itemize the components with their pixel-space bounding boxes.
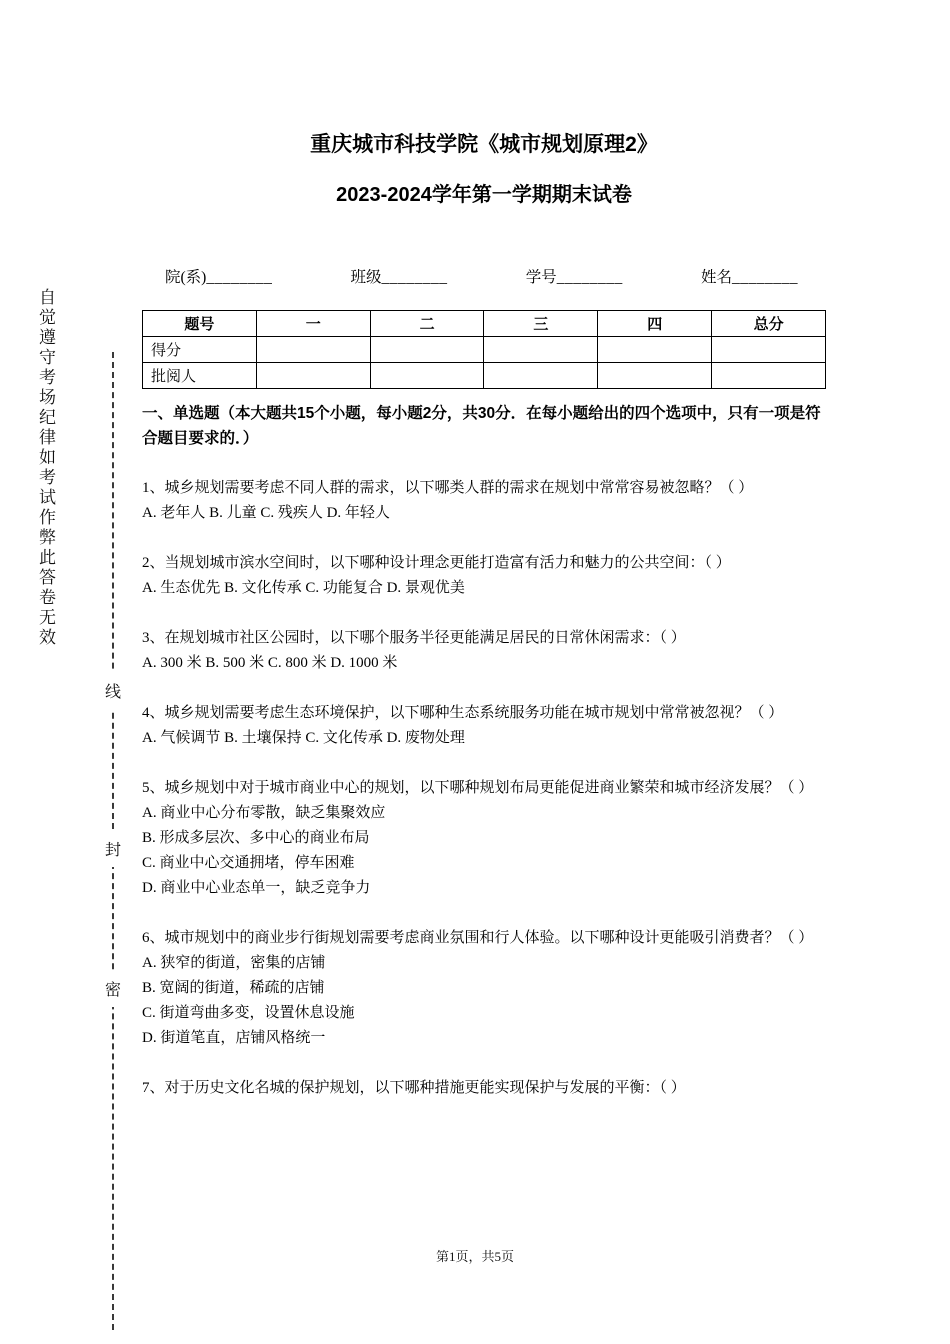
score-table	[142, 310, 826, 389]
question-option: B. 宽阔的街道，稀疏的店铺	[142, 980, 325, 996]
score-table-cell	[370, 337, 484, 363]
info-field-blank: ________	[731, 269, 798, 286]
question-stem: 6、城市规划中的商业步行街规划需要考虑商业氛围和行人体验。以下哪种设计更能吸引消费者？（ ）	[142, 930, 814, 946]
score-table-cell	[712, 337, 826, 363]
score-table-cell	[598, 337, 712, 363]
question-7	[142, 1076, 826, 1101]
question-6	[142, 926, 826, 1051]
seal-char-mi: 密	[105, 970, 121, 1007]
question-stem: 3、在规划城市社区公园时，以下哪个服务半径更能满足居民的日常休闲需求：（ ）	[142, 630, 686, 646]
info-field-blank: ________	[556, 269, 623, 286]
section-heading: 一、单选题（本大题共15个小题，每小题2分，共30分．在每小题给出的四个选项中，只有一项是符合题目要求的．）	[142, 405, 821, 447]
score-table-cell	[370, 363, 484, 389]
student-info-row	[142, 266, 826, 290]
question-2	[142, 551, 826, 601]
score-table-row	[143, 363, 826, 389]
info-field-label: 院(系)	[165, 269, 207, 286]
score-table-cell	[712, 363, 826, 389]
question-option: A. 商业中心分布零散，缺乏集聚效应	[142, 805, 386, 821]
question-3	[142, 626, 826, 676]
question-option: C. 商业中心交通拥堵，停车困难	[142, 855, 355, 871]
score-table-header-cell: 二	[370, 311, 484, 337]
question-option: A. 气候调节 B. 土壤保持 C. 文化传承 D. 废物处理	[142, 730, 465, 746]
score-table-cell	[598, 363, 712, 389]
question-option: C. 街道弯曲多变，设置休息设施	[142, 1005, 355, 1021]
score-table-header-cell: 总分	[712, 311, 826, 337]
info-field-class	[351, 266, 448, 290]
seal-char-feng: 封	[105, 830, 121, 867]
score-table-header-row	[143, 311, 826, 337]
info-field-student-id	[526, 266, 623, 290]
question-option: A. 老年人 B. 儿童 C. 残疾人 D. 年轻人	[142, 505, 390, 521]
score-table-row-label: 得分	[143, 337, 257, 363]
exam-title-line1: 重庆城市科技学院《城市规划原理2》	[310, 133, 658, 156]
info-field-label: 班级	[350, 269, 382, 286]
score-table-cell	[484, 363, 598, 389]
question-stem: 5、城乡规划中对于城市商业中心的规划，以下哪种规划布局更能促进商业繁荣和城市经济发展？（ ）	[142, 780, 814, 796]
info-field-department	[165, 266, 272, 290]
seal-char-xian: 线	[105, 672, 121, 709]
question-stem: 4、城乡规划需要考虑生态环境保护，以下哪种生态系统服务功能在城市规划中常常被忽视？（ ）	[142, 705, 784, 721]
question-1	[142, 476, 826, 526]
questions-list	[142, 476, 826, 1101]
question-stem: 1、城乡规划需要考虑不同人群的需求，以下哪类人群的需求在规划中常常容易被忽略？（ ）	[142, 480, 754, 496]
exam-discipline-notice: 自觉遵守考场纪律如考试作弊此答卷无效	[36, 288, 55, 648]
seal-line	[105, 352, 122, 1330]
question-4	[142, 701, 826, 751]
question-5	[142, 776, 826, 901]
info-field-label: 学号	[525, 269, 557, 286]
score-table-header-cell: 题号	[143, 311, 257, 337]
question-option: B. 形成多层次、多中心的商业布局	[142, 830, 370, 846]
question-option: A. 狭窄的街道，密集的店铺	[142, 955, 326, 971]
question-option: D. 商业中心业态单一，缺乏竞争力	[142, 880, 371, 896]
question-stem: 2、当规划城市滨水空间时，以下哪种设计理念更能打造富有活力和魅力的公共空间：（ ）	[142, 555, 731, 571]
question-option: A. 生态优先 B. 文化传承 C. 功能复合 D. 景观优美	[142, 580, 465, 596]
score-table-header-cell: 四	[598, 311, 712, 337]
score-table-row	[143, 337, 826, 363]
info-field-name	[701, 266, 798, 290]
info-field-label: 姓名	[700, 269, 732, 286]
exam-content	[142, 132, 826, 1101]
info-field-blank: ________	[206, 269, 273, 286]
question-option: D. 街道笔直，店铺风格统一	[142, 1030, 326, 1046]
info-field-blank: ________	[381, 269, 448, 286]
score-table-cell	[256, 337, 370, 363]
score-table-cell	[484, 337, 598, 363]
score-table-header-cell: 三	[484, 311, 598, 337]
score-table-row-label: 批阅人	[143, 363, 257, 389]
question-option: A. 300 米 B. 500 米 C. 800 米 D. 1000 米	[142, 655, 398, 671]
exam-title-line2: 2023-2024学年第一学期期末试卷	[336, 184, 632, 206]
page-footer: 第1页，共5页	[435, 1249, 514, 1264]
question-stem: 7、对于历史文化名城的保护规划，以下哪种措施更能实现保护与发展的平衡：（ ）	[142, 1080, 686, 1096]
score-table-header-cell: 一	[256, 311, 370, 337]
score-table-cell	[256, 363, 370, 389]
